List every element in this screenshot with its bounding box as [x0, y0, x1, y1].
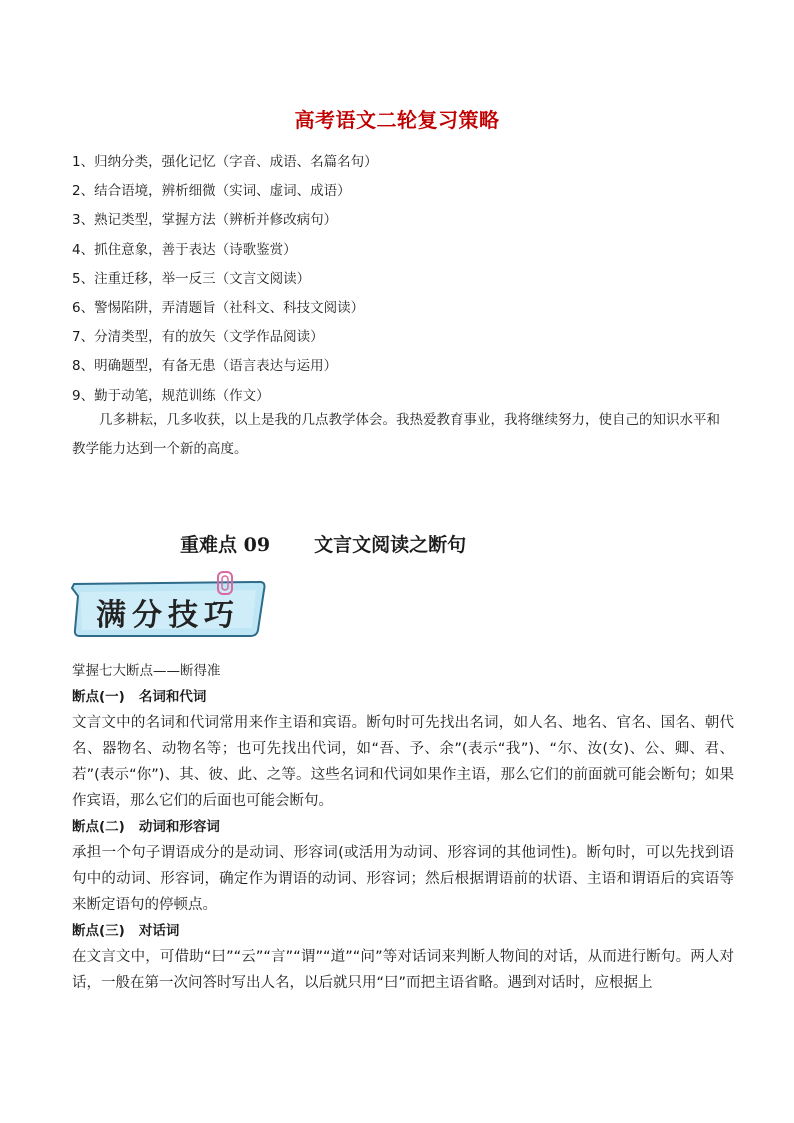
point-heading: [72, 918, 734, 944]
point-paragraph: 文言文中的名词和代词常用来作主语和宾语。断句时可先找出名词，如人名、地名、官名、国名、朝代名、器物名、动物名等；也可先找出代词，如“吾、予、余”(表示“我”)、“尔、汝(女)、公、卿、君、若”(表示“你”)、其、彼、此、之等。这些名词和代词如果作主语，那么它们的前面就可能会断句；如果作宾语，那么它们的后面也可能会断句。: [72, 715, 734, 809]
point-paragraph: 承担一个句子谓语成分的是动词、形容词(或活用为动词、形容词的其他词性)。断句时，可以先找到语句中的动词、形容词，确定作为谓语的动词、形容词；然后根据谓语前的状语、主语和谓语后的宾语等来断定语句的停顿点。: [72, 845, 734, 913]
intro-line: 掌握七大断点——断得准: [72, 663, 221, 679]
banner: [70, 570, 270, 640]
strategy-list: [72, 148, 732, 411]
document-title: 高考语文二轮复习策略: [294, 108, 500, 132]
banner-label: 满分技巧: [96, 598, 240, 633]
point-label: 断点(一): [72, 689, 125, 705]
point-heading: [72, 684, 734, 710]
point-name: 对话词: [138, 923, 180, 939]
list-item: 3、熟记类型，掌握方法（辨析并修改病句）: [72, 212, 338, 229]
list-item: 6、警惕陷阱，弄清题旨（社科文、科技文阅读）: [72, 300, 365, 317]
closing-paragraph: 几多耕耘，几多收获，以上是我的几点教学体会。我热爱教育事业，我将继续努力，使自己的知识水平和教学能力达到一个新的高度。: [72, 412, 720, 457]
list-item: 4、抓住意象，善于表达（诗歌鉴赏）: [72, 241, 297, 258]
section-number: 重难点 09: [180, 534, 271, 556]
point-name: 名词和代词: [138, 689, 207, 705]
list-item: 9、勤于动笔，规范训练（作文）: [72, 387, 270, 404]
point-label: 断点(三): [72, 923, 125, 939]
list-item: 5、注重迁移，举一反三（文言文阅读）: [72, 270, 311, 287]
body-content: [72, 658, 734, 996]
list-item: 1、归纳分类，强化记忆（字音、成语、名篇名句）: [72, 154, 378, 170]
point-heading: [72, 814, 734, 840]
section-topic: 文言文阅读之断句: [314, 534, 467, 556]
list-item: 8、明确题型，有备无患（语言表达与运用）: [72, 358, 338, 375]
point-paragraph: 在文言文中，可借助“曰”“云”“言”“谓”“道”“问”等对话词来判断人物间的对话，从而进行断句。两人对话，一般在第一次问答时写出人名，以后就只用“曰”而把主语省略。遇到对话时，应根据上: [72, 949, 734, 991]
point-name: 动词和形容词: [138, 819, 220, 835]
section-heading: [180, 530, 466, 557]
list-item: 7、分清类型，有的放矢（文学作品阅读）: [72, 329, 324, 346]
point-label: 断点(二): [72, 819, 125, 835]
list-item: 2、结合语境，辨析细微（实词、虚词、成语）: [72, 183, 351, 200]
